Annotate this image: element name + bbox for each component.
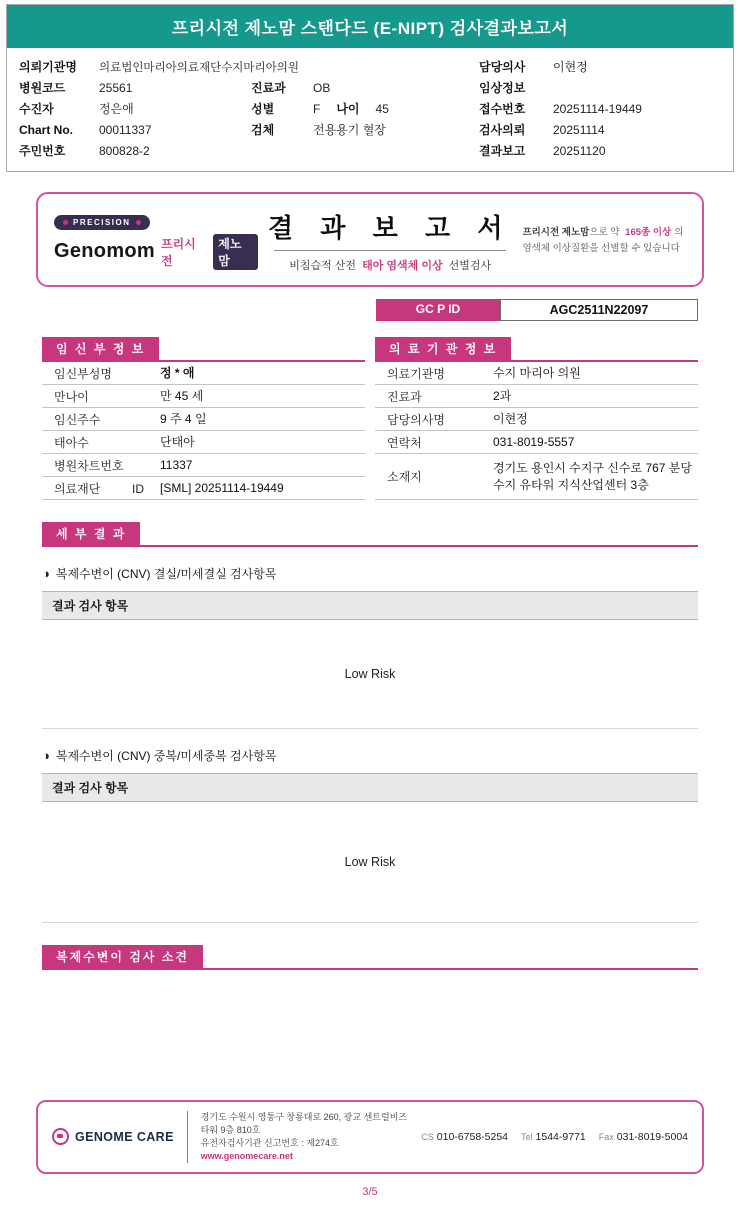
row-value: 031-8019-5557 [493,434,575,449]
detail-results-header [42,522,698,547]
mother-info-table [42,337,365,500]
gender-value: F [313,101,321,116]
cnv-deletion-heading-text: 복제수변이 (CNV) 결실/미세결실 검사항목 [55,567,277,581]
cnv-duplication-table-header: 결과 검사 항목 [42,773,698,802]
title-underline [274,250,506,251]
resident-no-value: 800828-2 [99,143,150,158]
gcpid-row [42,299,698,321]
request-date-value: 20251114 [553,122,605,137]
gender-age-cell [313,100,479,117]
clinic-info-header [375,337,698,362]
footer-address-block [201,1111,409,1163]
table-row [42,408,365,431]
genome-care-logo-text: GENOME CARE [75,1129,174,1144]
resident-no-label: 주민번호 [19,144,66,158]
row-label: 의료재단 ID [54,481,144,496]
patient-label: 수진자 [19,102,54,116]
contact-cs-value: 010-6758-5254 [436,1130,509,1143]
cnv-opinion-header [42,945,698,970]
subtitle-highlight: 태아 염색체 이상 [362,260,443,272]
info-row [19,140,721,161]
info-row [19,98,721,119]
row-value: 만 45 세 [160,388,204,403]
gender-label: 성별 [251,102,275,116]
row-value: 수지 마리아 의원 [493,365,581,380]
table-row [42,431,365,454]
age-label: 나이 [336,102,360,116]
note-line2: 염색체 이상질환을 선별할 수 있습니다 [522,242,680,254]
half-circle-icon: ◑ [42,566,50,581]
row-label: 임신부성명 [54,366,112,381]
report-title: 결 과 보 고 서 [267,213,513,243]
section-divider [42,922,698,923]
contact-fax-label: Fax [598,1131,614,1142]
row-label: 태아수 [54,435,89,450]
patient-value: 정은애 [99,102,134,116]
footer-website-link[interactable]: www.genomecare.net [200,1150,293,1161]
table-row [42,477,365,500]
subtitle-prefix: 비침습적 산전 [289,260,357,272]
receipt-no-label: 접수번호 [479,102,526,116]
mother-info-header [42,337,365,362]
footer-license: 유전자검사기관 신고번호 : 제274호 [200,1137,339,1148]
screening-note [522,225,686,255]
row-label: 의료기관명 [387,366,445,381]
table-row [42,362,365,385]
row-label: 진료과 [387,389,422,404]
precision-badge-label: PRECISION [73,217,131,227]
requesting-org-value: 의료법인마리아의료재단수지마리아의원 [99,61,299,74]
report-date-label: 결과보고 [479,144,526,158]
row-value: 11337 [160,457,193,472]
contact-tel-value: 1544-9771 [535,1130,586,1143]
info-tables [42,337,698,500]
specimen-value: 전용용기 혈장 [313,123,386,137]
contact-cs-label: CS [421,1131,434,1142]
row-value: 이현정 [493,411,528,426]
cnv-deletion-table-header: 결과 검사 항목 [42,591,698,620]
cnv-deletion-result [0,620,740,728]
table-row [375,431,698,454]
genomom-logo: Genomom [54,240,155,262]
clinical-info-label: 임상정보 [479,81,526,95]
report-header-box [6,4,734,172]
note-mid: 으로 약 [589,227,623,239]
detail-results-title: 세 부 결 과 [42,522,140,545]
table-row [375,362,698,385]
row-value: 단태아 [160,434,195,449]
patient-info-grid [7,48,733,171]
gcpid-value: AGC2511N22097 [500,299,698,321]
row-value: 정 * 애 [160,365,195,380]
footer-divider [187,1111,188,1163]
hospital-code-label: 병원코드 [19,81,66,95]
section-divider [42,728,698,729]
report-date-value: 20251120 [553,143,606,158]
hospital-code-value: 25561 [99,80,133,95]
badge-dot-icon [63,220,68,225]
contact-tel [521,1131,586,1143]
genome-care-logo [52,1128,174,1145]
row-label: 연락처 [387,435,422,450]
clinic-info-table [375,337,698,500]
row-value: [SML] 20251114-19449 [160,480,284,495]
row-label: 병원차트번호 [54,458,124,473]
row-label: 소재지 [387,470,422,484]
page-title: 프리시전 제노맘 스탠다드 (E-NIPT) 검사결과보고서 [7,5,733,48]
row-label: 담당의사명 [387,412,445,427]
info-row [19,119,721,140]
table-row [375,454,698,500]
contact-fax [599,1131,688,1143]
report-title-block [258,208,522,273]
age-value: 45 [375,101,389,116]
row-label: 임신주수 [54,412,101,427]
cnv-duplication-heading [42,747,698,764]
result-report-card [36,192,704,287]
precision-badge [54,215,150,230]
row-label: 만나이 [54,389,89,404]
cnv-deletion-heading [42,565,698,582]
row-value: 9 주 4 일 [160,411,207,426]
genomom-brand-block [54,212,258,270]
row-value: 2과 [493,388,512,403]
genome-care-logo-icon [52,1128,69,1145]
cnv-duplication-heading-text: 복제수변이 (CNV) 중복/미세중복 검사항목 [55,749,277,763]
brand-kr-precision: 프리시전 [161,236,196,268]
info-row [19,77,721,98]
note-tail: 의 [674,227,684,239]
request-date-label: 검사의뢰 [479,123,526,137]
gcpid-label: GC P ID [376,299,500,321]
note-highlight: 165종 이상 [625,227,672,239]
chart-no-value: 00011337 [99,122,152,137]
page-number: 3/5 [362,1186,378,1198]
department-label: 진료과 [251,81,286,95]
footer-address: 경기도 수원시 영통구 창룡대로 260, 광교 센트럴비즈타워 9층 810호 [200,1111,408,1135]
cnv-duplication-result [0,802,740,922]
table-row [375,385,698,408]
brand-line [54,234,258,270]
specimen-label: 검체 [251,123,275,137]
doctor-value: 이현정 [553,60,588,74]
clinic-info-title: 의 료 기 관 정 보 [375,337,511,360]
table-row [42,454,365,477]
contact-tel-label: Tel [521,1131,533,1142]
cnv-deletion-result-text: Low Risk [344,667,396,681]
cnv-duplication-result-text: Low Risk [344,855,396,869]
department-value: OB [313,80,331,95]
cnv-opinion-title: 복제수변이 검사 소견 [42,945,203,968]
chart-no-label: Chart No. [19,122,73,137]
row-value: 경기도 용인시 수지구 신수로 767 분당 수지 유타워 지식산업센터 3층 [493,460,692,492]
footer-card [36,1100,704,1174]
contact-cs [421,1131,508,1143]
receipt-no-value: 20251114-19449 [553,101,642,116]
info-row [19,56,721,77]
brand-kr-genomom: 제노맘 [213,234,258,270]
doctor-label: 담당의사 [479,60,526,74]
half-circle-icon: ◑ [42,748,50,763]
contact-fax-value: 031-8019-5004 [616,1130,688,1143]
footer-contacts [421,1131,688,1143]
table-row [42,385,365,408]
table-row [375,408,698,431]
requesting-org-label: 의뢰기관명 [19,60,77,74]
subtitle-suffix: 선별검사 [448,260,492,272]
mother-info-title: 임 신 부 정 보 [42,337,159,360]
note-brand: 프리시전 제노맘 [522,227,590,239]
badge-dot-icon [136,220,141,225]
report-subtitle [268,257,512,273]
